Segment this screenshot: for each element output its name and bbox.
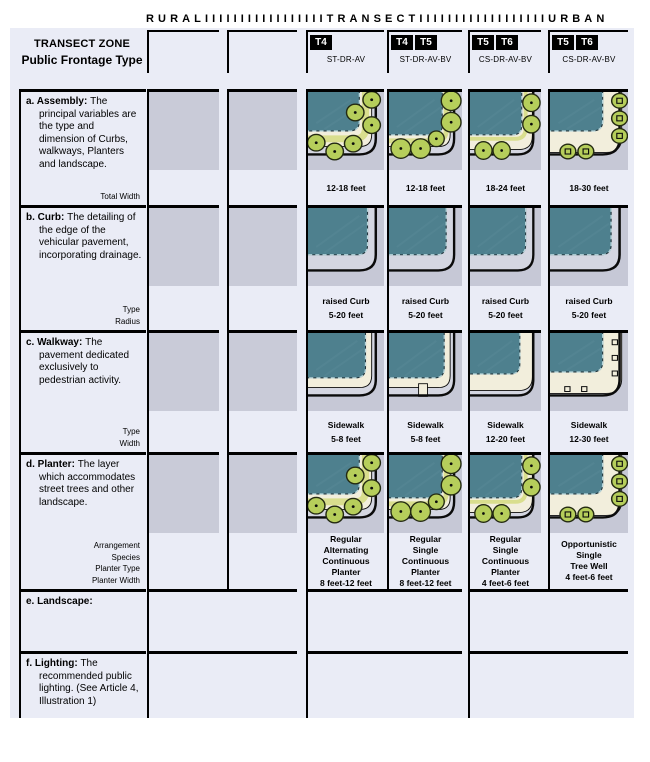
row-a-description-cell (19, 89, 146, 205)
row-b-cell-6 (548, 205, 628, 330)
rural-urban-transect-ruler: RURALIIIIIIIIIIIIIIIIITRANSECTIIIIIIIIIIIIIIIIIIURBAN (146, 13, 609, 25)
row-a-cell-5 (468, 89, 541, 205)
row-b-definition: The detailing of the edge of the vehicular pavement, incorporating drainage. (39, 212, 142, 261)
row-a-cell-4 (387, 89, 462, 205)
transect-zone-chips (310, 35, 384, 50)
row-e-description-cell (19, 589, 146, 651)
row-a-term: a. Assembly: (26, 96, 91, 107)
frontage-type-code: CS-DR-AV-BV (478, 55, 533, 64)
row-f-cell-1 (147, 651, 297, 718)
row-b-cell-3 (306, 205, 384, 330)
plan-caption (550, 533, 628, 589)
row-d-cell-2 (227, 452, 297, 589)
transect-zone-chip: T4 (391, 35, 413, 50)
plan-caption-line: 8 feet-12 feet (399, 577, 452, 588)
plan-caption (550, 286, 628, 330)
row-d-term: d. Planter: (26, 459, 78, 470)
row-d-cell-4 (387, 452, 462, 589)
plan-caption (389, 533, 462, 589)
plan-caption-line: Sidewalk (570, 419, 608, 430)
transect-zone-chip: T6 (576, 35, 598, 50)
plan-caption-line: 12-30 feet (569, 433, 609, 444)
row-d-cell-5 (468, 452, 541, 589)
plan-caption-line: Continuous Planter (481, 555, 530, 577)
frontage-plan-illustration (550, 208, 628, 286)
row-a-attribute-label: Total Width (100, 191, 140, 201)
plan-caption (308, 411, 384, 452)
plan-caption-line: 5-20 feet (328, 310, 364, 320)
frontage-plan-illustration (550, 455, 628, 533)
plan-caption (470, 533, 541, 589)
plan-caption (308, 286, 384, 330)
row-a-cell-1 (147, 89, 219, 205)
row-b-cell-2 (227, 205, 297, 330)
plan-caption-line: 18-30 feet (569, 182, 609, 193)
frontage-plan-illustration (470, 333, 541, 411)
row-f-cell-2 (306, 651, 462, 718)
plan-caption-line: 8 feet-12 feet (320, 577, 372, 588)
plan-caption-line: Tree Well (570, 561, 608, 571)
empty-zone-placeholder (229, 333, 297, 411)
empty-zone-placeholder (149, 92, 219, 170)
empty-zone-placeholder (229, 455, 297, 533)
row-c-cell-1 (147, 330, 219, 452)
row-a-description (26, 96, 142, 171)
row-b-cell-4 (387, 205, 462, 330)
row-e-cell-2 (306, 589, 462, 651)
row-c-attribute-label: Type (122, 427, 140, 436)
empty-zone-placeholder (149, 208, 219, 286)
frontage-plan-illustration (308, 208, 384, 286)
frontage-plan-illustration (389, 333, 462, 411)
row-b-description (26, 212, 142, 262)
row-c-cell-4 (387, 330, 462, 452)
row-b-attribute-label: Radius (115, 316, 140, 326)
row-e-description (26, 596, 142, 609)
row-b-cell-1 (147, 205, 219, 330)
plan-caption-line: 4 feet-6 feet (565, 572, 613, 582)
row-a-cell-2 (227, 89, 297, 205)
plan-caption-line: raised Curb (401, 296, 450, 306)
transect-zone-chip: T4 (310, 35, 332, 50)
plan-caption (550, 170, 628, 205)
row-c-cell-6 (548, 330, 628, 452)
plan-caption-line: 12-18 feet (405, 182, 446, 193)
row-d-attribute-label: Planter Width (91, 575, 140, 585)
row-e-cell-3 (468, 589, 628, 651)
transect-zone-chip: T6 (496, 35, 518, 50)
transect-zone-chips (552, 35, 628, 50)
row-d-description (26, 459, 142, 509)
plan-caption-line: raised Curb (565, 296, 613, 306)
plan-caption-line: Sidewalk (327, 419, 365, 430)
row-f-cell-3 (468, 651, 628, 718)
frontage-plan-illustration (470, 92, 541, 170)
plan-caption-line: Single (412, 544, 439, 555)
transect-zone-chips (151, 35, 219, 50)
plan-caption (470, 170, 541, 205)
row-d-attribute-label: Planter Type (95, 564, 140, 573)
table-header-title (18, 38, 146, 67)
row-d-attribute-label: Arrangement (93, 541, 140, 550)
transect-zone-chips (472, 35, 541, 50)
row-a-attribute-labels (26, 191, 142, 203)
plan-caption (308, 533, 384, 589)
plan-caption-line: raised Curb (481, 296, 530, 306)
plan-caption-line: Single (576, 550, 602, 560)
header-cell-col3 (306, 30, 384, 73)
header-cell-col2 (227, 30, 297, 73)
row-d-attribute-labels (26, 540, 142, 586)
frontage-plan-illustration (550, 92, 628, 170)
frontage-type-code: ST-DR-AV-BV (399, 55, 452, 64)
transect-zone-title: TRANSECT ZONE (33, 38, 131, 50)
plan-caption-line: Continuous Planter (401, 555, 450, 577)
row-d-description-cell (19, 452, 146, 589)
row-c-definition: The pavement dedicated exclusively to pedestrian activity. (39, 337, 130, 386)
row-c-attribute-label: Width (119, 438, 140, 448)
row-d-definition: The layer which accommodates street trees and other landscape. (39, 459, 136, 508)
public-frontage-type-title: Public Frontage Type (21, 53, 143, 67)
plan-caption (550, 411, 628, 452)
row-a-definition: The principal variables are the type and dimension of Curbs, walkways, Planters and landscape. (39, 96, 137, 170)
row-b-attribute-label: Type (122, 305, 140, 314)
row-b-cell-5 (468, 205, 541, 330)
row-b-description-cell (19, 205, 146, 330)
transect-zone-chips (391, 35, 462, 50)
frontage-plan-illustration (470, 455, 541, 533)
row-d-cell-3 (306, 452, 384, 589)
row-e-cell-1 (147, 589, 297, 651)
plan-caption-line: 12-20 feet (485, 433, 526, 444)
plan-caption-line: Alternating (323, 544, 369, 555)
row-c-attribute-labels (26, 426, 142, 449)
frontage-plan-illustration (550, 333, 628, 411)
frontage-plan-illustration (389, 455, 462, 533)
header-cell-col4 (387, 30, 462, 73)
plan-caption-line: raised Curb (322, 296, 370, 306)
row-f-term: f. Lighting: (26, 658, 81, 669)
plan-caption (470, 286, 541, 330)
plan-caption-line: 12-18 feet (326, 182, 366, 193)
row-f-definition: The recommended public lighting. (See Article 4, Illustration 1) (39, 658, 139, 707)
frontage-plan-illustration (470, 208, 541, 286)
row-b-term: b. Curb: (26, 212, 68, 223)
transect-zone-chip: T5 (415, 35, 437, 50)
row-a-cell-3 (306, 89, 384, 205)
plan-caption-line: 5-20 feet (488, 310, 523, 320)
plan-caption (308, 170, 384, 205)
header-cell-col1 (147, 30, 219, 73)
row-c-cell-2 (227, 330, 297, 452)
empty-zone-placeholder (229, 92, 297, 170)
header-cell-col5 (468, 30, 541, 73)
plan-caption (389, 286, 462, 330)
empty-zone-placeholder (149, 455, 219, 533)
plan-caption-line: Opportunistic (561, 539, 617, 549)
plan-caption (470, 411, 541, 452)
row-c-description-cell (19, 330, 146, 452)
plan-caption-line: 5-20 feet (408, 310, 443, 320)
plan-caption (389, 411, 462, 452)
plan-caption-line: 5-8 feet (331, 433, 361, 444)
row-f-description (26, 658, 142, 708)
row-b-attribute-labels (26, 304, 142, 327)
row-d-cell-1 (147, 452, 219, 589)
frontage-plan-illustration (308, 92, 384, 170)
row-c-cell-3 (306, 330, 384, 452)
row-c-description (26, 337, 142, 387)
plan-caption-line: Regular (489, 533, 522, 544)
transect-zone-chip: T5 (552, 35, 574, 50)
row-d-cell-6 (548, 452, 628, 589)
row-e-term: e. Landscape: (26, 596, 93, 607)
header-cell-col6 (548, 30, 628, 73)
plan-caption-line: Sidewalk (487, 419, 524, 430)
plan-caption-line: Regular (330, 533, 362, 544)
row-c-cell-5 (468, 330, 541, 452)
plan-caption-line: Continuous Planter (322, 555, 370, 577)
plan-caption-line: Sidewalk (407, 419, 444, 430)
frontage-plan-illustration (389, 208, 462, 286)
frontage-plan-illustration (389, 92, 462, 170)
row-a-cell-6 (548, 89, 628, 205)
frontage-type-code: CS-DR-AV-BV (562, 55, 616, 64)
plan-caption-line: 5-8 feet (410, 433, 441, 444)
empty-zone-placeholder (149, 333, 219, 411)
row-d-attribute-label: Species (111, 552, 140, 562)
frontage-plan-illustration (308, 455, 384, 533)
empty-zone-placeholder (229, 208, 297, 286)
frontage-plan-illustration (308, 333, 384, 411)
row-f-description-cell (19, 651, 146, 718)
plan-caption-line: 4 feet-6 feet (481, 577, 530, 588)
plan-caption-line: Regular (409, 533, 442, 544)
plan-caption (389, 170, 462, 205)
plan-caption-line: 18-24 feet (485, 182, 526, 193)
plan-caption-line: 5-20 feet (571, 310, 607, 320)
transect-zone-chip: T5 (472, 35, 494, 50)
frontage-type-code: ST-DR-AV (326, 55, 366, 64)
row-c-term: c. Walkway: (26, 337, 86, 348)
plan-caption-line: Single (492, 544, 519, 555)
transect-zone-chips (231, 35, 297, 50)
